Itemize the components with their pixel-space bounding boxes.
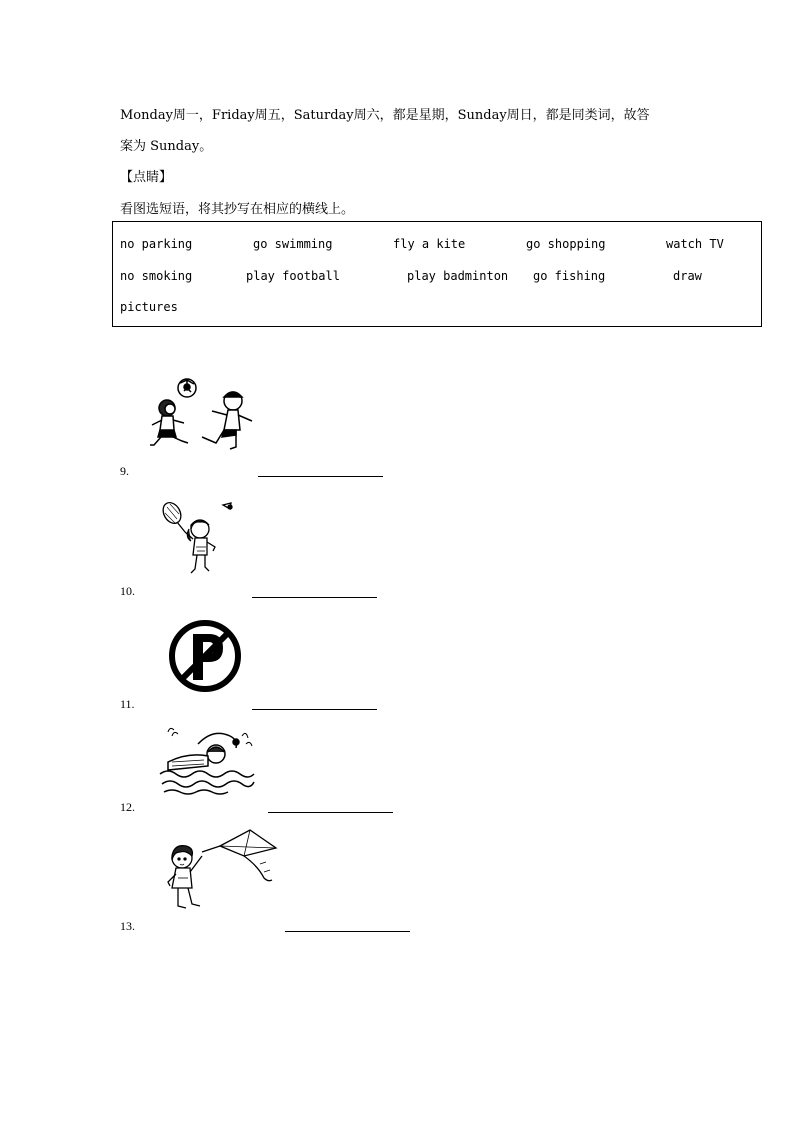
question-number: 12. [120,800,135,814]
tip-heading: 【点睛】 [120,170,173,185]
instruction: 看图选短语，将其抄写在相应的横线上。 [120,202,355,217]
phrase-item: no parking [120,237,193,251]
phrase-item: go shopping [526,237,606,251]
answer-blank[interactable] [285,931,410,932]
kite-flying-girl-icon [160,826,280,922]
question-number: 10. [120,584,135,598]
phrase-item: no smoking [120,269,193,283]
phrase-box [112,221,762,327]
question-number: 9. [120,464,129,478]
phrase-item: go fishing [533,269,606,283]
badminton-girl-icon [155,495,240,580]
explanation-line-2: 案为 Sunday。 [120,139,213,154]
explanation-line-1: Monday周一，Friday周五，Saturday周六，都是星期，Sunday周日，都是同类词，故答 [120,108,650,123]
swimmer-icon [158,722,258,797]
answer-blank[interactable] [268,812,393,813]
answer-blank[interactable] [252,709,377,710]
phrase-item: play football [246,269,340,283]
question-number: 13. [120,919,135,933]
answer-blank[interactable] [252,597,377,598]
phrase-item: go swimming [253,237,333,251]
phrase-item: fly a kite [393,237,466,251]
phrase-item: draw [673,269,702,283]
phrase-item: pictures [120,300,178,314]
phrase-item: watch TV [666,237,724,251]
answer-blank[interactable] [258,476,383,477]
no-parking-sign-icon [165,620,245,692]
question-number: 11. [120,697,135,711]
phrase-item: play badminton [407,269,509,283]
football-players-icon [140,375,265,455]
